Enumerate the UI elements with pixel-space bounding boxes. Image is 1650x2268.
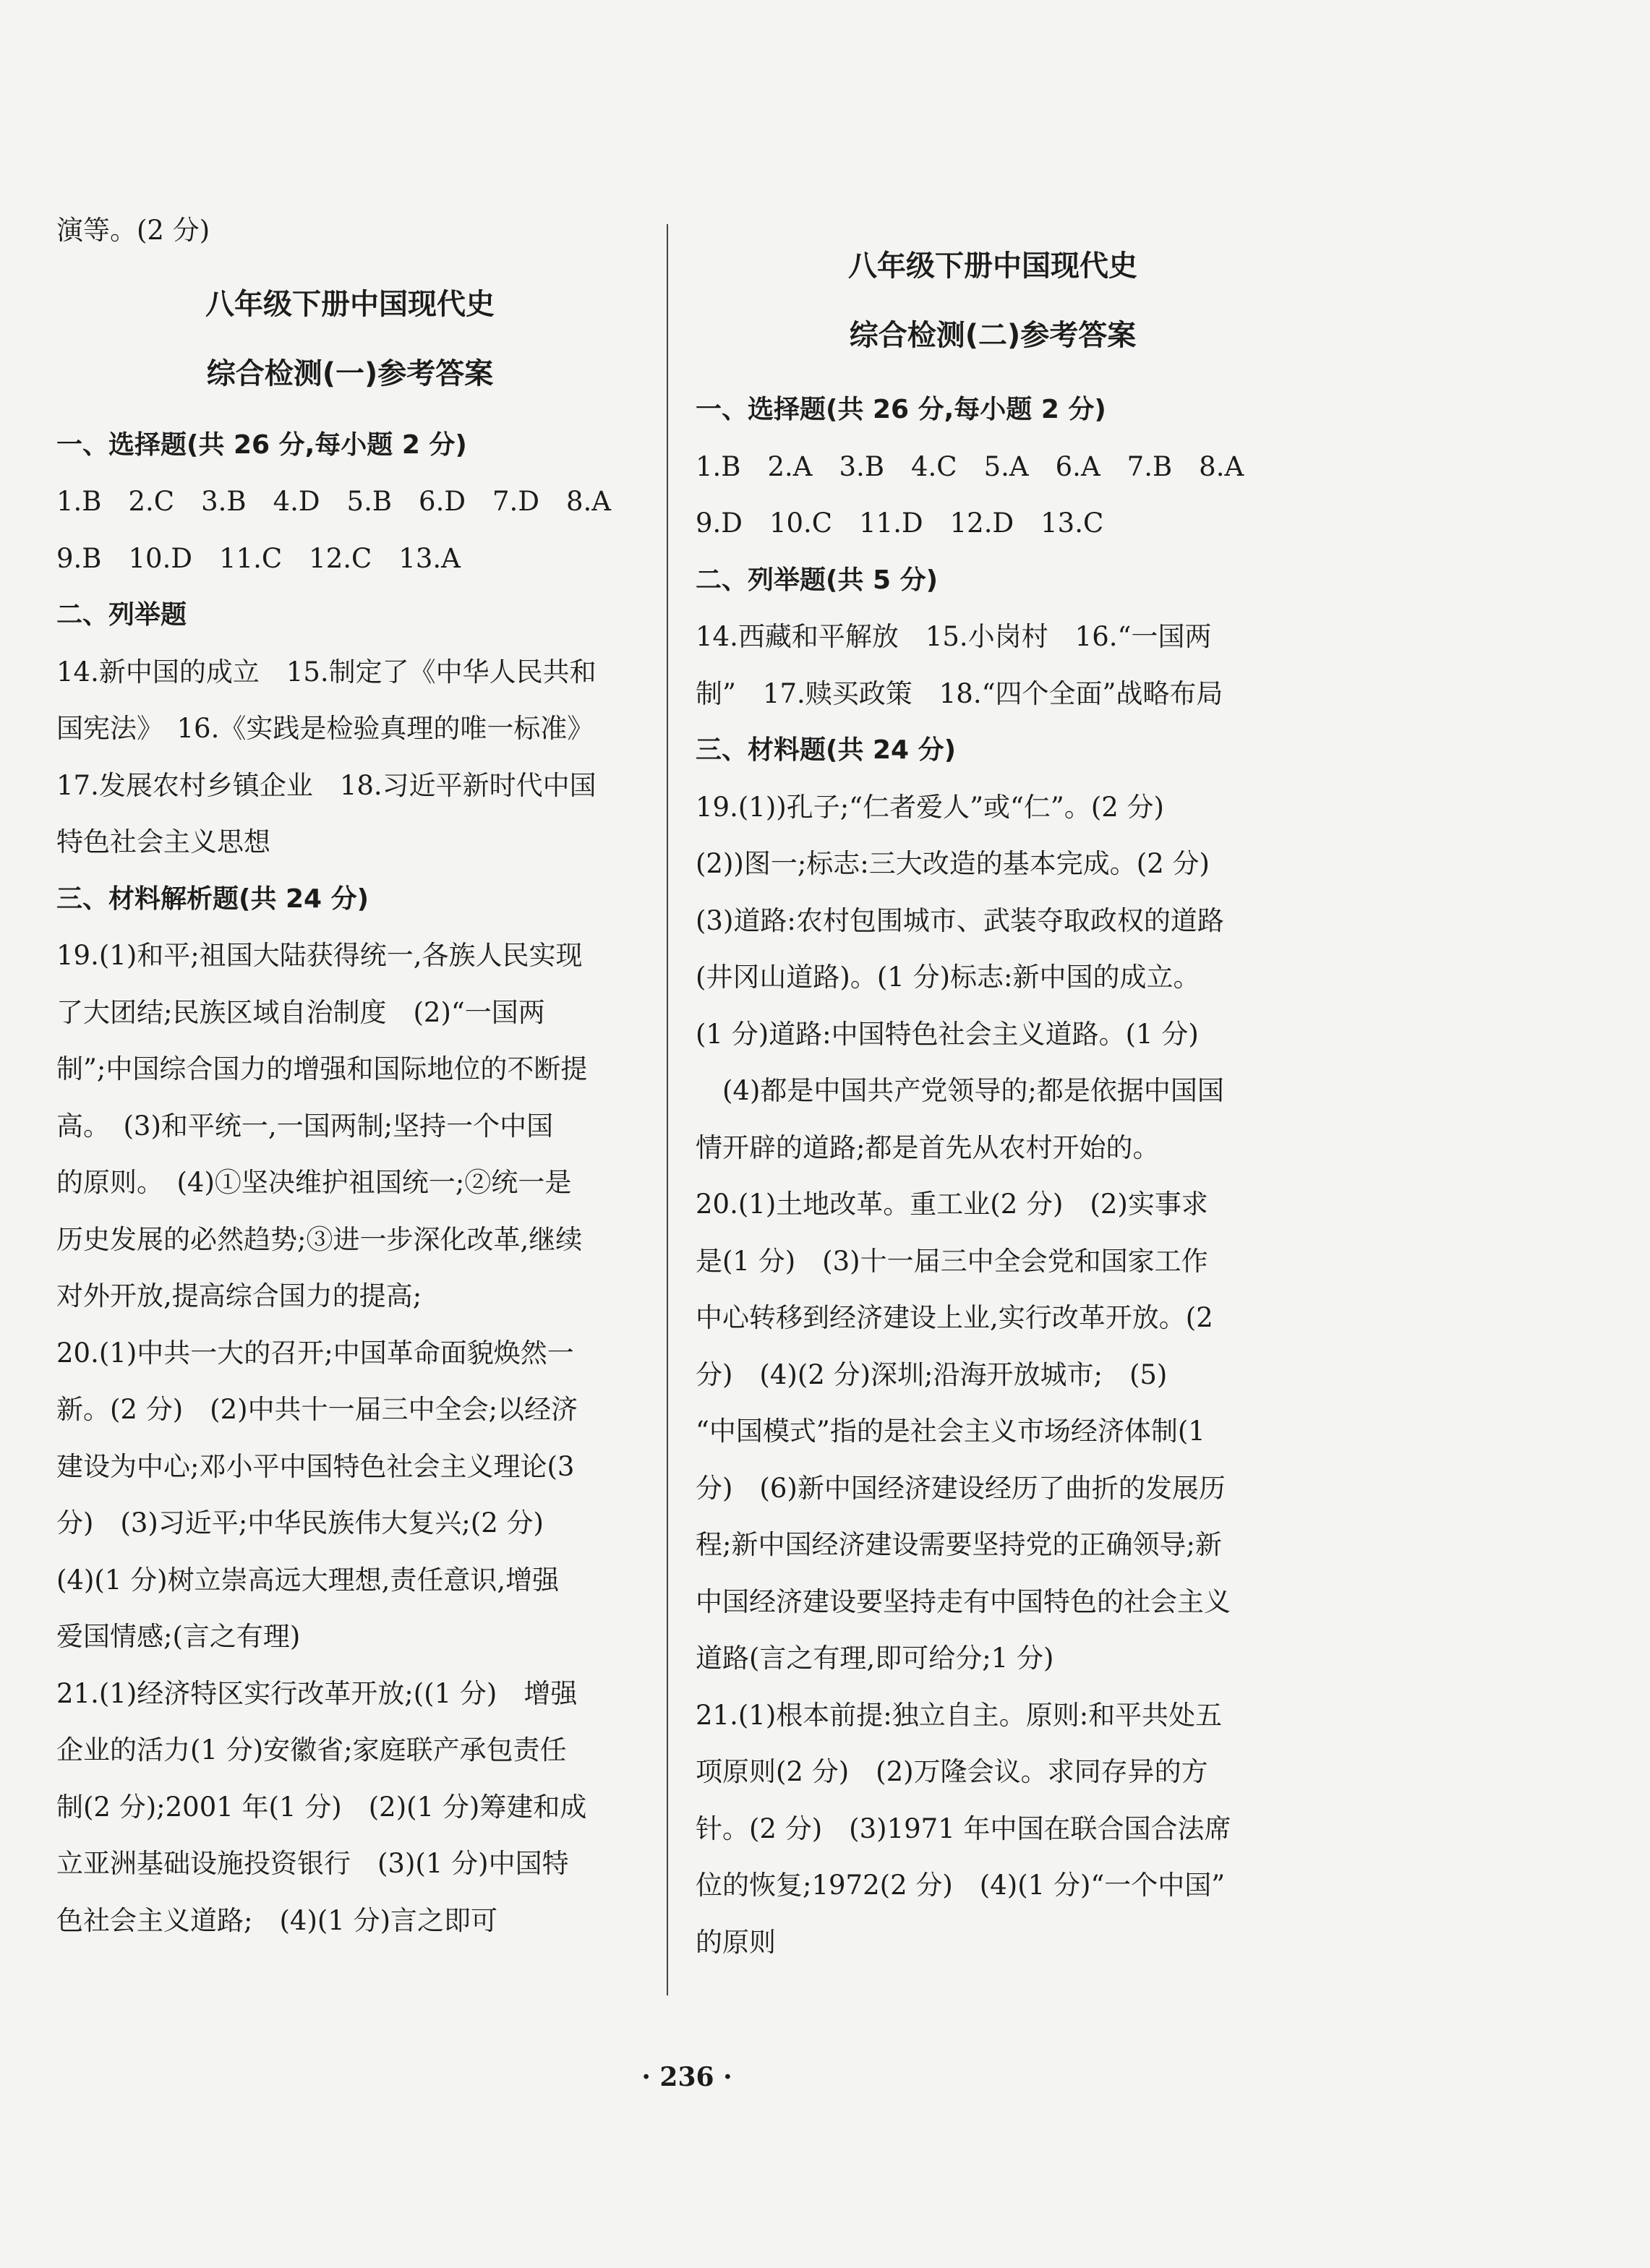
answer-line: 企业的活力(1 分)安徽省;家庭联产承包责任 [56, 1734, 567, 1766]
column-divider [667, 224, 668, 1995]
answer-line: 程;新中国经济建设需要坚持党的正确领导;新 [696, 1529, 1222, 1560]
answer-line: 情开辟的道路;都是首先从农村开始的。 [696, 1131, 1160, 1163]
left-column [56, 202, 644, 1949]
section-heading: 三、材料题(共 24 分) [696, 735, 957, 765]
answer-line: 是(1 分) (3)十一届三中全会党和国家工作 [696, 1245, 1208, 1277]
answer-line: 9.B 10.D 11.C 12.C 13.A [56, 542, 461, 574]
left-title-1: 八年级下册中国现代史 [205, 287, 495, 321]
left-title-block [56, 270, 644, 408]
answer-line: (4)都是中国共产党领导的;都是依据中国国 [696, 1075, 1224, 1106]
answer-line: 道路(言之有理,即可给分;1 分) [696, 1643, 1054, 1674]
left-title-2: 综合检测(一)参考答案 [206, 356, 494, 390]
answer-line: 中国经济建设要坚持走有中国特色的社会主义 [696, 1586, 1231, 1617]
answer-line: 的原则。 (4)①坚决维护祖国统一;②统一是 [56, 1167, 572, 1198]
answer-line: 位的恢复;1972(2 分) (4)(1 分)“一个中国” [696, 1870, 1226, 1901]
answer-line: 中心转移到经济建设上业,实行改革开放。(2 [696, 1302, 1213, 1333]
answer-line: 对外开放,提高综合国力的提高; [56, 1280, 422, 1311]
answer-line: 1.B 2.C 3.B 4.D 5.B 6.D 7.D 8.A [56, 486, 612, 517]
answer-line: 历史发展的必然趋势;③进一步深化改革,继续 [56, 1223, 583, 1255]
answer-line: 高。 (3)和平统一,一国两制;坚持一个中国 [56, 1110, 554, 1142]
answer-line: (2))图一;标志:三大改造的基本完成。(2 分) [696, 848, 1210, 879]
section-heading: 二、列举题 [56, 600, 187, 630]
answer-line: 1.B 2.A 3.B 4.C 5.A 6.A 7.B 8.A [696, 450, 1244, 482]
section-heading: 二、列举题(共 5 分) [696, 565, 939, 595]
answer-line: (井冈山道路)。(1 分)标志:新中国的成立。 [696, 962, 1200, 993]
right-column [696, 231, 1290, 1971]
section-heading: 三、材料解析题(共 24 分) [56, 883, 369, 914]
answer-line: (3)道路:农村包围城市、武装夺取政权的道路 [696, 904, 1224, 936]
answer-line: 建设为中心;邓小平中国特色社会主义理论(3 [56, 1450, 575, 1482]
answer-line: “中国模式”指的是社会主义市场经济体制(1 [696, 1416, 1205, 1447]
answer-line: 爱国情感;(言之有理) [56, 1621, 301, 1652]
answer-line: 制” 17.赎买政策 18.“四个全面”战略布局 [696, 677, 1223, 709]
answer-line: 20.(1)土地改革。重工业(2 分) (2)实事求 [696, 1189, 1208, 1220]
answer-line: 项原则(2 分) (2)万隆会议。求同存异的方 [696, 1756, 1208, 1787]
answer-line: (1 分)道路:中国特色社会主义道路。(1 分) [696, 1018, 1199, 1050]
answer-line: 21.(1)经济特区实行改革开放;((1 分) 增强 [56, 1677, 578, 1709]
answer-line: 20.(1)中共一大的召开;中国革命面貌焕然一 [56, 1337, 574, 1369]
answer-line: 了大团结;民族区域自治制度 (2)“一国两 [56, 996, 545, 1028]
answer-line: 色社会主义道路; (4)(1 分)言之即可 [56, 1904, 498, 1936]
answer-line: 新。(2 分) (2)中共十一届三中全会;以经济 [56, 1394, 578, 1425]
section-heading: 一、选择题(共 26 分,每小题 2 分) [696, 395, 1106, 424]
answer-line: 21.(1)根本前提:独立自主。原则:和平共处五 [696, 1699, 1223, 1731]
answer-line: 制(2 分);2001 年(1 分) (2)(1 分)筹建和成 [56, 1791, 587, 1823]
answer-line: 特色社会主义思想 [56, 826, 270, 857]
answer-line: 分) (3)习近平;中华民族伟大复兴;(2 分) [56, 1507, 544, 1539]
right-title-2: 综合检测(二)参考答案 [849, 319, 1137, 352]
answer-line: 17.发展农村乡镇企业 18.习近平新时代中国 [56, 769, 597, 801]
right-title-1: 八年级下册中国现代史 [848, 249, 1137, 283]
answer-line: 国宪法》 16.《实践是检验真理的唯一标准》 [56, 713, 594, 744]
answer-line: 分) (4)(2 分)深圳;沿海开放城市; (5) [696, 1358, 1168, 1390]
answer-line: 立亚洲基础设施投资银行 (3)(1 分)中国特 [56, 1848, 569, 1879]
answer-line: 的原则 [696, 1926, 776, 1958]
answer-line: 分) (6)新中国经济建设经历了曲折的发展历 [696, 1472, 1226, 1504]
section-heading: 一、选择题(共 26 分,每小题 2 分) [56, 429, 467, 460]
page-number: · 236 · [641, 2062, 732, 2092]
answer-line: 14.西藏和平解放 15.小岗村 16.“一国两 [696, 621, 1212, 652]
right-answer-lines [696, 382, 1290, 1971]
left-answer-lines [56, 417, 644, 1950]
answer-line: 针。(2 分) (3)1971 年中国在联合国合法席 [696, 1813, 1231, 1844]
answer-line: 9.D 10.C 11.D 12.D 13.C [696, 508, 1104, 539]
answer-line: 19.(1)和平;祖国大陆获得统一,各族人民实现 [56, 940, 583, 971]
answer-line: (4)(1 分)树立崇高远大理想,责任意识,增强 [56, 1564, 560, 1596]
answer-line: 制”;中国综合国力的增强和国际地位的不断提 [56, 1053, 588, 1084]
answer-line: 19.(1))孔子;“仁者爱人”或“仁”。(2 分) [696, 791, 1164, 823]
continuation-text: 演等。(2 分) [56, 215, 210, 246]
answer-line: 14.新中国的成立 15.制定了《中华人民共和 [56, 656, 597, 688]
right-title-block [696, 231, 1290, 370]
